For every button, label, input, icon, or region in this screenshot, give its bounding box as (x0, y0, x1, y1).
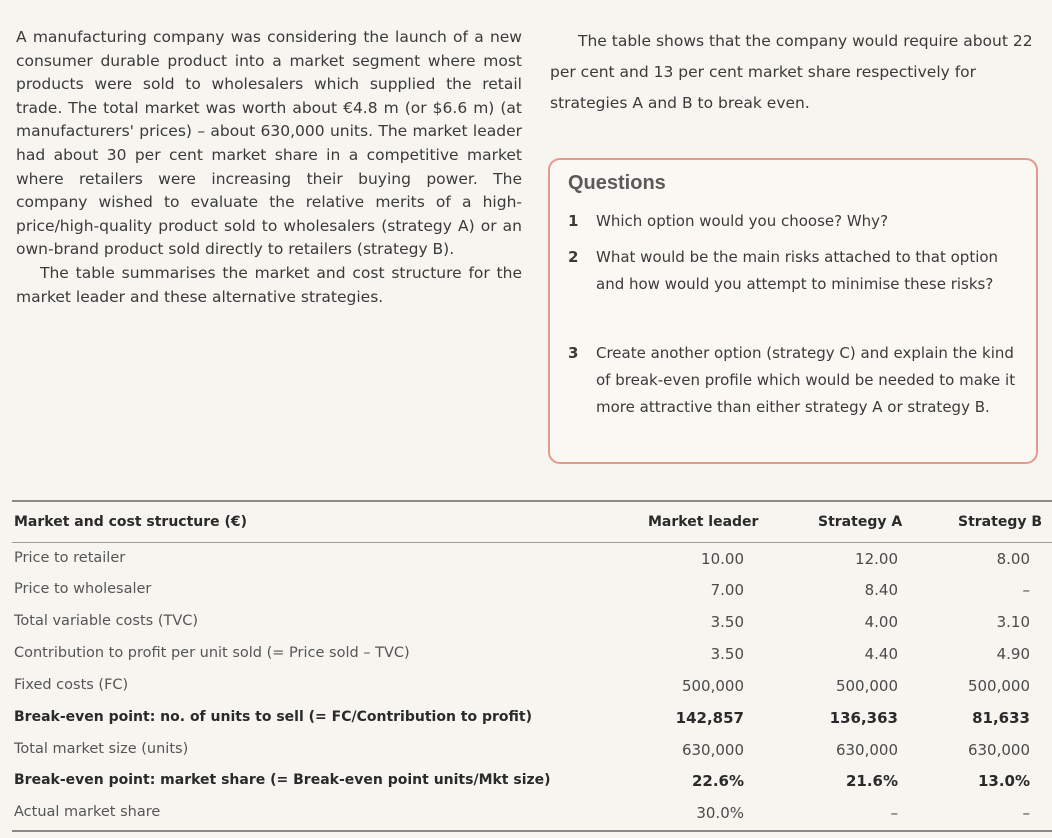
cell-strategy-a: 12.00 (855, 550, 898, 568)
row-label: Price to wholesaler (14, 581, 152, 597)
table-row (0, 798, 1052, 829)
question-item (568, 244, 1028, 298)
cell-strategy-a: 500,000 (835, 677, 898, 695)
cell-strategy-a: 21.6% (845, 772, 898, 790)
cell-market-leader: 142,857 (675, 709, 744, 727)
cell-strategy-b: 13.0% (977, 772, 1030, 790)
row-label: Contribution to profit per unit sold (= Price sold – TVC) (14, 645, 410, 661)
table-row (0, 703, 1052, 734)
table-summary-paragraph: The table summarises the market and cost structure for the market leader and these alternative strategies. (16, 263, 522, 306)
row-label: Total market size (units) (14, 741, 189, 757)
row-label: Price to retailer (14, 550, 126, 566)
cell-strategy-b: – (1022, 804, 1030, 822)
cell-market-leader: 3.50 (710, 613, 744, 631)
cell-strategy-a: 4.40 (864, 645, 898, 663)
cell-strategy-b: 81,633 (972, 709, 1030, 727)
cell-strategy-b: 4.90 (996, 645, 1030, 663)
cell-strategy-b: 630,000 (967, 741, 1030, 759)
left-column (16, 26, 522, 309)
questions-box (548, 158, 1038, 464)
table-header-strategy-b: Strategy B (958, 514, 1043, 530)
question-text: Create another option (strategy C) and explain the kind of break-even profile which would be needed to make it more attractive than either strategy A or strategy B. (596, 344, 1016, 416)
table-row (0, 575, 1052, 606)
cell-strategy-b: 500,000 (967, 677, 1030, 695)
cell-strategy-a: 136,363 (829, 709, 898, 727)
cell-strategy-b: 3.10 (996, 613, 1030, 631)
question-number: 2 (568, 248, 579, 266)
right-column-intro (550, 26, 1050, 119)
question-item (568, 208, 1028, 235)
question-number: 3 (568, 344, 579, 362)
cell-market-leader: 10.00 (701, 550, 744, 568)
cell-market-leader: 30.0% (696, 804, 744, 822)
row-label: Break-even point: no. of units to sell (= FC/Contribution to profit) (14, 709, 532, 725)
row-label: Actual market share (14, 804, 161, 820)
cell-strategy-b: – (1022, 581, 1030, 599)
question-text: What would be the main risks attached to that option and how would you attempt to minimise these risks? (596, 248, 999, 293)
cell-market-leader: 22.6% (691, 772, 744, 790)
break-even-paragraph: The table shows that the company would require about 22 per cent and 13 per cent market share respectively for strategies A and B to break even. (550, 32, 1033, 112)
cell-market-leader: 500,000 (681, 677, 744, 695)
row-label: Break-even point: market share (= Break-even point units/Mkt size) (14, 772, 551, 788)
table-row (0, 735, 1052, 766)
table-header-market-leader: Market leader (648, 514, 759, 530)
table-row (0, 671, 1052, 702)
cell-strategy-a: – (890, 804, 898, 822)
table-top-rule (12, 500, 1052, 502)
table-header-structure: Market and cost structure (€) (14, 514, 248, 530)
cell-strategy-a: 630,000 (835, 741, 898, 759)
questions-title: Questions (568, 172, 666, 194)
cell-market-leader: 630,000 (681, 741, 744, 759)
question-item (568, 340, 1028, 421)
table-row (0, 544, 1052, 575)
row-label: Total variable costs (TVC) (14, 613, 199, 629)
table-row (0, 607, 1052, 638)
question-number: 1 (568, 212, 579, 230)
table-header-strategy-a: Strategy A (818, 514, 903, 530)
question-text: Which option would you choose? Why? (596, 212, 889, 230)
table-row (0, 639, 1052, 670)
table-row (0, 766, 1052, 797)
cell-strategy-a: 8.40 (864, 581, 898, 599)
cell-strategy-a: 4.00 (864, 613, 898, 631)
table-header-rule (12, 542, 1052, 543)
row-label: Fixed costs (FC) (14, 677, 129, 693)
cell-market-leader: 3.50 (710, 645, 744, 663)
table-bottom-rule (12, 830, 1052, 832)
cell-market-leader: 7.00 (710, 581, 744, 599)
cell-strategy-b: 8.00 (996, 550, 1030, 568)
intro-paragraph: A manufacturing company was considering the launch of a new consumer durable product into a market segment where most products were sold to wholesalers which supplied the retail trade. The total market was worth about €4.8 m (or $6.6 m) (at manufacturers' prices) – about 630,000 units. The market leader had about 30 per cent market share in a competitive market where retailers were increasing their buying power. The company wished to evaluate the relative merits of a high-price/high-quality product sold to wholesalers (strategy A) or an own-brand product sold directly to retailers (strategy B). (16, 28, 522, 259)
